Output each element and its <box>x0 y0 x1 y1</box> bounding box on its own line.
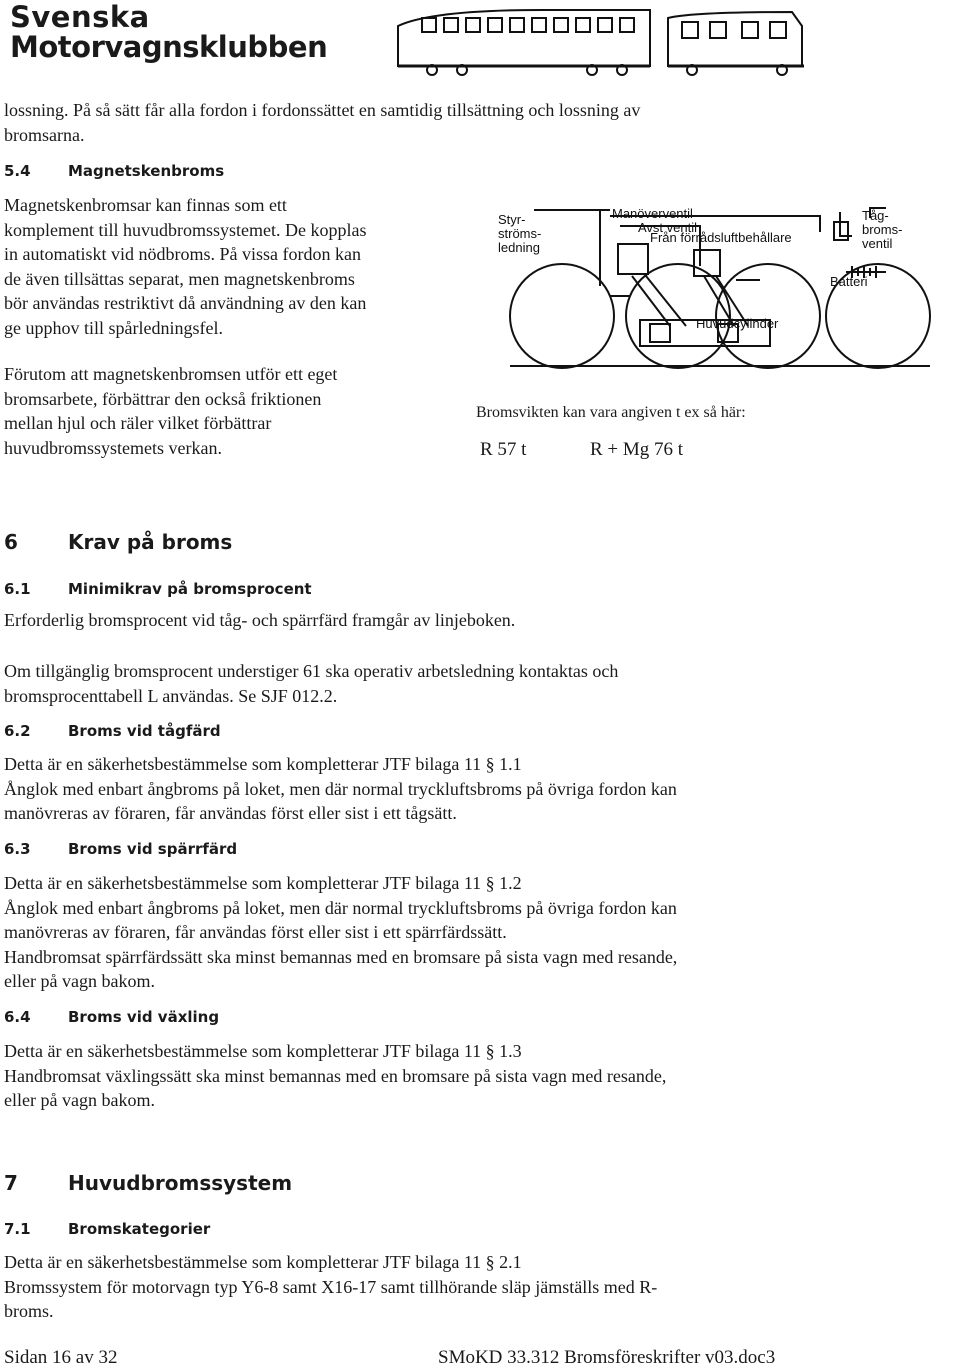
text-line: Detta är en säkerhetsbestämmelse som kompletterar JTF bilaga 11 § 1.2 <box>4 873 522 893</box>
text-line: Förutom att magnetskenbromsen utför ett eget <box>4 364 338 384</box>
text-line: bromsarna. <box>4 124 85 145</box>
section-heading-6 <box>4 530 232 554</box>
text-line: Ånglok med enbart ångbroms på loket, men där normal tryckluftsbroms på övriga fordon kan <box>4 778 677 799</box>
s71-paragraph <box>4 1250 657 1324</box>
text-line: komplement till huvudbromssystemet. De kopplas <box>4 219 367 240</box>
s63-paragraph <box>4 871 677 994</box>
intro-paragraph <box>4 98 640 147</box>
text-line: manövreras av föraren, får användas först eller sist i ett spärrfärdssätt. <box>4 922 507 942</box>
magnet-paragraph-2 <box>4 362 337 460</box>
section-number: 6 <box>4 530 18 554</box>
section-number: 6.1 <box>4 580 31 598</box>
text-line: Magnetskenbromsar kan finnas som ett <box>4 195 287 215</box>
s61-paragraph-2 <box>4 659 618 708</box>
s61-paragraph-1 <box>4 608 515 633</box>
section-number: 7 <box>4 1171 18 1195</box>
brake-system-diagram <box>490 196 960 376</box>
header <box>0 0 960 80</box>
diagram-label-fran: Från förrådsluftbehållare <box>650 230 792 245</box>
brake-weight-example-1: R 57 t <box>480 439 527 460</box>
text-line: Detta är en säkerhetsbestämmelse som kompletterar JTF bilaga 11 § 1.3 <box>4 1041 522 1061</box>
train-illustration <box>392 4 812 76</box>
text-line: in automatiskt vid nödbroms. På vissa fordon kan <box>4 244 361 264</box>
s62-paragraph <box>4 752 677 826</box>
section-title: Huvudbromssystem <box>68 1171 293 1195</box>
text-line: bromsprocenttabell L användas. Se SJF 012.2. <box>4 685 338 706</box>
section-heading-6-3 <box>4 840 237 858</box>
text-line: Erforderlig bromsprocent vid tåg- och spärrfärd framgår av linjeboken. <box>4 610 516 630</box>
logo-line-1: Svenska <box>10 0 150 34</box>
section-title: Minimikrav på bromsprocent <box>68 580 312 598</box>
text-line: bromsarbete, förbättrar den också friktionen <box>4 388 322 409</box>
diagram-label-manover: Manöverventil <box>612 206 693 221</box>
section-heading-5-4 <box>4 162 224 180</box>
diagram-label-styr3: ledning <box>498 240 540 255</box>
text-line: ge upphov till spårledningsfel. <box>4 317 223 338</box>
text-line: eller på vagn bakom. <box>4 971 155 991</box>
section-number: 6.4 <box>4 1008 31 1026</box>
section-title: Krav på broms <box>68 530 233 554</box>
diagram-label-batteri: Batteri <box>830 274 868 289</box>
magnet-paragraph-1 <box>4 193 366 340</box>
text-line: eller på vagn bakom. <box>4 1090 155 1110</box>
section-number: 6.3 <box>4 840 31 858</box>
text-line: Bromssystem för motorvagn typ Y6-8 samt X16-17 samt tillhörande släp jämställs med R- <box>4 1276 658 1297</box>
section-number: 5.4 <box>4 162 31 180</box>
diagram-label-styr1: Styr- <box>498 212 526 227</box>
section-number: 7.1 <box>4 1220 31 1238</box>
text-line: de även tillsättas separat, men magnetskenbroms <box>4 268 355 289</box>
text-line: lossning. På så sätt får alla fordon i fordonssättet en samtidig tillsättning och lossning av <box>4 100 641 120</box>
diagram-label-huvud: Huvudcylinder <box>696 316 779 331</box>
diagram-label-tag1: Tåg- <box>862 208 889 223</box>
diagram-caption: Bromsvikten kan vara angiven t ex så här: <box>476 404 746 421</box>
diagram-label-styr2: ströms- <box>498 226 542 241</box>
text-line: Om tillgänglig bromsprocent understiger 61 ska operativ arbetsledning kontaktas och <box>4 661 619 681</box>
s64-paragraph <box>4 1039 666 1113</box>
text-line: bör användas restriktivt då användning av den kan <box>4 293 367 313</box>
text-line: Handbromsat växlingssätt ska minst bemannas med en bromsare på sista vagn med resande, <box>4 1065 667 1086</box>
text-line: Detta är en säkerhetsbestämmelse som kompletterar JTF bilaga 11 § 2.1 <box>4 1252 522 1272</box>
section-title: Broms vid växling <box>68 1008 220 1026</box>
logo-line-2: Motorvagnsklubben <box>10 30 328 64</box>
text-line: broms. <box>4 1301 54 1321</box>
section-title: Magnetskenbroms <box>68 162 225 180</box>
diagram-label-avst: Avst ventil <box>638 220 698 235</box>
diagram-label-tag2: broms- <box>862 222 903 237</box>
brake-weight-example-2: R + Mg 76 t <box>590 439 684 460</box>
section-heading-6-4 <box>4 1008 219 1026</box>
section-number: 6.2 <box>4 722 31 740</box>
diagram-label-tag3: ventil <box>862 236 893 251</box>
text-line: huvudbromssystemets verkan. <box>4 437 222 458</box>
text-line: Detta är en säkerhetsbestämmelse som kompletterar JTF bilaga 11 § 1.1 <box>4 754 522 774</box>
footer-page-number: Sidan 16 av 32 <box>4 1347 118 1368</box>
section-heading-7 <box>4 1171 292 1195</box>
section-title: Bromskategorier <box>68 1220 211 1238</box>
section-title: Broms vid tågfärd <box>68 722 221 740</box>
section-heading-6-2 <box>4 722 221 740</box>
text-line: Handbromsat spärrfärdssätt ska minst bemannas med en bromsare på sista vagn med resande, <box>4 946 678 967</box>
text-line: mellan hjul och räler vilket förbättrar <box>4 413 272 433</box>
section-title: Broms vid spärrfärd <box>68 840 238 858</box>
text-line: manövreras av föraren, får användas först eller sist i ett tågsätt. <box>4 803 457 823</box>
logo-text <box>10 2 327 62</box>
text-line: Ånglok med enbart ångbroms på loket, men där normal tryckluftsbroms på övriga fordon kan <box>4 897 677 918</box>
section-heading-7-1 <box>4 1220 210 1238</box>
section-heading-6-1 <box>4 580 312 598</box>
footer-document-name: SMoKD 33.312 Bromsföreskrifter v03.doc3 <box>438 1347 776 1368</box>
